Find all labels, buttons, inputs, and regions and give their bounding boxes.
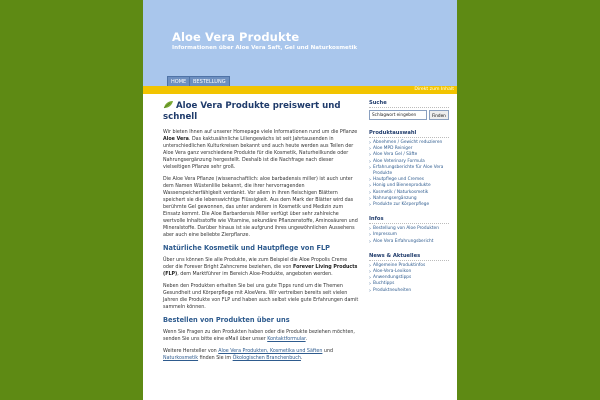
- list-item[interactable]: › Kosmetik / Naturkosmetik: [369, 189, 429, 196]
- sidebar-section-title: News & Aktuelles: [369, 253, 449, 261]
- intro-paragraph: Wir bieten Ihnen auf unserer Homepage viele Informationen rund um die Pflanze Aloe Vera. Das kaktusähnliche Liliengewächs ist seit Jahrtausenden in unterschiedlichen Kulturkreisen bekannt und auch heute werden aus Teilen der Aloe Vera ganz verschiedene Produkte für die Kosmetik, Naturheilkunde oder Nahrungsergänzung hergestellt. Deshalb ist die Nachfrage nach dieser vielseitigen Pflanze sehr groß.: [163, 130, 358, 170]
- site-header: [143, 0, 457, 86]
- main-content: [163, 100, 359, 367]
- list-item[interactable]: › Allgemeine Produktinfos: [369, 262, 426, 269]
- branchenbuch-link[interactable]: Ökologischen Branchenbuch: [232, 356, 301, 361]
- order-paragraph: Wenn Sie Fragen zu den Produkten haben oder die Produkte beziehen möchten, senden Sie uns bitte eine eMail über unser Kontaktformular.: [163, 330, 355, 342]
- manufacturers-paragraph: Weitere Hersteller von Aloe Vera Produkten, Kosmetika und Säften und Naturkosmetik finden Sie im Ökologischen Branchenbuch.: [163, 349, 334, 361]
- list-item[interactable]: › Aloe MPD Reiniger: [369, 146, 413, 153]
- search-input[interactable]: [369, 110, 427, 120]
- sidebar-list-news: [369, 263, 449, 294]
- sidebar: [369, 100, 449, 302]
- search-title: Suche: [369, 100, 449, 108]
- accent-bar: [143, 86, 457, 94]
- list-item[interactable]: › Anwendungstipps: [369, 275, 412, 282]
- list-item[interactable]: › Impressum: [369, 232, 397, 239]
- list-item[interactable]: › Aloe Vera Erfahrungsbericht: [369, 238, 434, 245]
- tips-paragraph: Neben den Produkten erhalten Sie bei uns gute Tipps rund um die Themen Gesundheit und Körperpflege mit AloeVera. Wir vertreiben bereits seit vielen Jahren die Produkte von FLP und haben auch selbst viele gute Erfahrungen damit sammeln können.: [163, 284, 359, 310]
- sidebar-list-produktauswahl: [369, 140, 449, 208]
- page-heading: Aloe Vera Produkte preiswert und schnell: [163, 101, 341, 122]
- nav-home[interactable]: HOME: [167, 76, 190, 88]
- list-item[interactable]: › Abnehmen / Gewicht reduzieren: [369, 140, 443, 146]
- list-item[interactable]: › Aloe Vera Gel / Säfte: [369, 152, 418, 159]
- sidebar-list-infos: [369, 226, 449, 245]
- section-heading-bestellen: Bestellen von Produkten über uns: [163, 316, 290, 324]
- list-item[interactable]: › Buchtipps: [369, 281, 395, 288]
- contact-form-link[interactable]: Kontaktformular: [267, 337, 306, 342]
- plant-paragraph: Die Aloe Vera Pflanze (wissenschaftlich: aloe barbadensis miller) ist auch unter dem Namen Wüstenlilie bekannt, die ihrer hervorragenden Wasserspeicherfähigkeit verdankt. Vor allem in ihren fleischigen Blättern speichert sie die lebenswichtige Flüssigkeit. Aus dem Mark der Blätter wird das berühmte Gel gewonnen, das unter anderem in Kosmetik und Medizin zum Einsatz kommt. Die Aloe Barbardensis Miller verfügt über sehr zahlreiche wertvolle Inhaltsstoffe wie Vitamine, sekundäre Pflanzenstoffe, Aminosäuren und Mineralstoffe. Darüber hinaus ist sie aufgrund ihres ungewöhnlichen Aussehens aber auch eine beliebte Zierpflanze.: [163, 177, 358, 238]
- list-item[interactable]: › Nahrungsergänzung: [369, 195, 417, 202]
- naturkosmetik-link[interactable]: Naturkosmetik: [163, 356, 199, 361]
- leaf-icon: [163, 100, 174, 109]
- sidebar-section-title: Infos: [369, 216, 449, 224]
- nav-bestellung[interactable]: BESTELLUNG: [189, 76, 230, 88]
- flp-paragraph: Über uns können Sie alle Produkte, wie zum Beispiel die Aloe Propolis Creme oder die Forever Bright Zahncreme beziehen, die von Forever Living Products (FLP), dem Marktführer im Bereich Aloe-Produkte, angeboten werden.: [163, 258, 358, 277]
- list-item[interactable]: › Produktneuheiten: [369, 287, 412, 294]
- list-item[interactable]: › Aloe Veterinary Formula: [369, 158, 425, 165]
- sidebar-section-title: Produktauswahl: [369, 130, 449, 138]
- list-item[interactable]: › Honig und Bienenprodukte: [369, 183, 431, 190]
- section-heading-kosmetik: Natürliche Kosmetik und Hautpflege von FLP: [163, 244, 330, 252]
- site-subtitle: Informationen über Aloe Vera Saft, Gel und Naturkosmetik: [172, 45, 358, 51]
- list-item[interactable]: › Bestellung von Aloe Produkten: [369, 226, 439, 233]
- search-row: [369, 110, 449, 120]
- site-title[interactable]: Aloe Vera Produkte: [172, 30, 300, 44]
- skip-to-content-link[interactable]: Direkt zum Inhalt: [414, 87, 454, 92]
- page-container: [143, 0, 457, 400]
- list-item[interactable]: › Aloe-Vera-Lexikon: [369, 269, 412, 276]
- list-item[interactable]: › Produkte zur Körperpflege: [369, 202, 430, 209]
- search-button[interactable]: Finden: [429, 110, 449, 120]
- list-item[interactable]: › Erfahrungsberichte für Aloe Vera Produkte: [369, 164, 444, 177]
- list-item[interactable]: › Hautpflege und Cremes: [369, 177, 425, 184]
- aloe-products-link[interactable]: Aloe Vera Produkten, Kosmetika und Säften: [218, 349, 323, 354]
